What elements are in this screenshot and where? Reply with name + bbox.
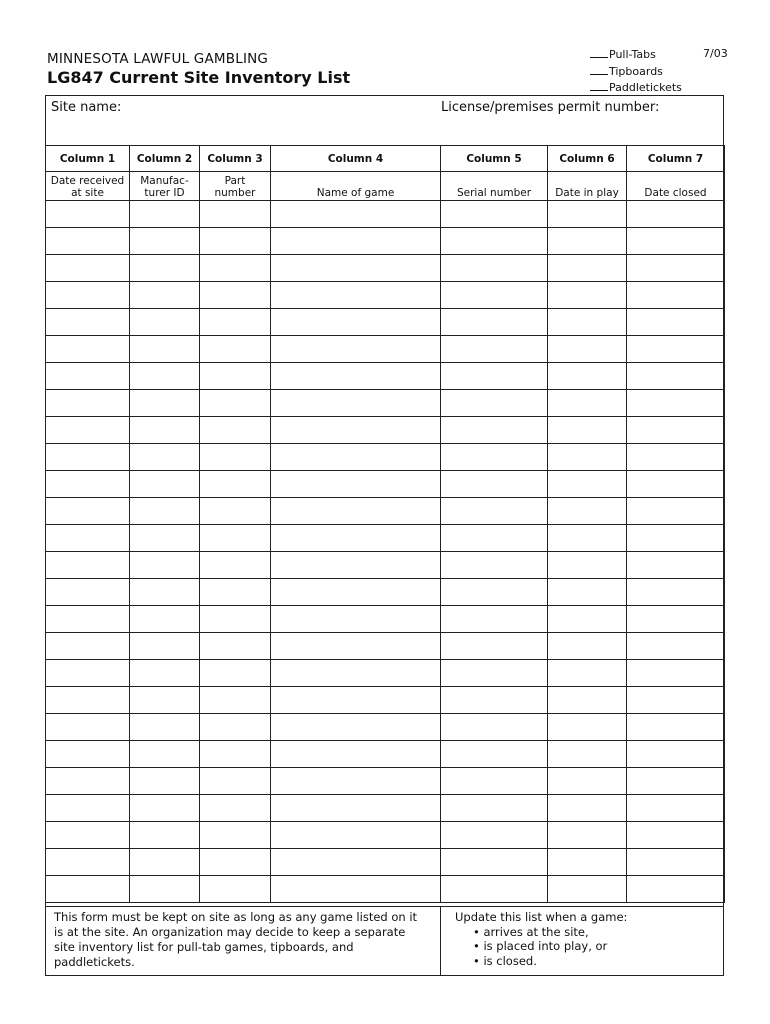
- entry-cell[interactable]: [271, 741, 441, 768]
- entry-cell[interactable]: [130, 579, 200, 606]
- table-row: [46, 552, 725, 579]
- entry-cell[interactable]: [130, 309, 200, 336]
- table-row: [46, 741, 725, 768]
- table-row: [46, 255, 725, 282]
- entry-cell[interactable]: [548, 849, 627, 876]
- entry-cell[interactable]: [271, 444, 441, 471]
- entry-cell[interactable]: [271, 255, 441, 282]
- entry-cell[interactable]: [441, 417, 548, 444]
- entry-cell[interactable]: [441, 525, 548, 552]
- entry-cell[interactable]: [271, 795, 441, 822]
- column-description: Part number: [200, 172, 271, 201]
- table-row: [46, 876, 725, 903]
- table-row: [46, 201, 725, 228]
- entry-cell[interactable]: [627, 336, 725, 363]
- note-line: site inventory list for pull-tab games, tipboards, and: [54, 940, 354, 954]
- entry-cell[interactable]: [548, 471, 627, 498]
- entry-cell[interactable]: [130, 822, 200, 849]
- entry-cell[interactable]: [441, 822, 548, 849]
- table-row: [46, 768, 725, 795]
- entry-cell[interactable]: [548, 822, 627, 849]
- entry-cell[interactable]: [441, 876, 548, 903]
- entry-cell[interactable]: [548, 255, 627, 282]
- entry-cell[interactable]: [271, 363, 441, 390]
- entry-cell[interactable]: [130, 876, 200, 903]
- entry-cell[interactable]: [441, 444, 548, 471]
- entry-cell[interactable]: [46, 849, 130, 876]
- game-type-checklist: [590, 47, 682, 97]
- entry-cell[interactable]: [441, 228, 548, 255]
- entry-cell[interactable]: [46, 336, 130, 363]
- column-description: Manufac- turer ID: [130, 172, 200, 201]
- entry-cell[interactable]: [200, 390, 271, 417]
- entry-cell[interactable]: [627, 255, 725, 282]
- entry-cell[interactable]: [46, 228, 130, 255]
- entry-cell[interactable]: [46, 687, 130, 714]
- entry-cell[interactable]: [200, 714, 271, 741]
- column-header: Column 2: [130, 146, 200, 172]
- entry-cell[interactable]: [548, 687, 627, 714]
- entry-cell[interactable]: [130, 714, 200, 741]
- entry-cell[interactable]: [271, 525, 441, 552]
- entry-cell[interactable]: [271, 633, 441, 660]
- entry-cell[interactable]: [627, 309, 725, 336]
- entry-cell[interactable]: [441, 633, 548, 660]
- entry-cell[interactable]: [130, 471, 200, 498]
- entry-cell[interactable]: [548, 417, 627, 444]
- entry-cell[interactable]: [46, 822, 130, 849]
- column-header: Column 6: [548, 146, 627, 172]
- entry-cell[interactable]: [271, 201, 441, 228]
- entry-cell[interactable]: [627, 201, 725, 228]
- entry-cell[interactable]: [200, 579, 271, 606]
- table-row: [46, 660, 725, 687]
- column-header: Column 3: [200, 146, 271, 172]
- entry-cell[interactable]: [271, 849, 441, 876]
- entry-cell[interactable]: [441, 552, 548, 579]
- entry-cell[interactable]: [271, 579, 441, 606]
- entry-cell[interactable]: [200, 849, 271, 876]
- note-line: This form must be kept on site as long as any game listed on it: [54, 910, 418, 924]
- update-item: • is closed.: [473, 953, 537, 968]
- entry-cell[interactable]: [548, 876, 627, 903]
- table-row: [46, 498, 725, 525]
- entry-cell[interactable]: [271, 282, 441, 309]
- entry-cell[interactable]: [441, 390, 548, 417]
- entry-cell[interactable]: [441, 201, 548, 228]
- entry-cell[interactable]: [46, 741, 130, 768]
- retention-note: [54, 910, 426, 970]
- column-description: Date received at site: [46, 172, 130, 201]
- entry-cell[interactable]: [46, 714, 130, 741]
- entry-cell[interactable]: [548, 444, 627, 471]
- entry-cell[interactable]: [548, 525, 627, 552]
- entry-cell[interactable]: [627, 444, 725, 471]
- table-row: [46, 363, 725, 390]
- table-row: [46, 579, 725, 606]
- column-description: Serial number: [441, 172, 548, 201]
- entry-cell[interactable]: [271, 309, 441, 336]
- column-header: Column 7: [627, 146, 725, 172]
- column-header: Column 5: [441, 146, 548, 172]
- entry-cell[interactable]: [271, 606, 441, 633]
- entry-cell[interactable]: [130, 498, 200, 525]
- entry-cell[interactable]: [200, 687, 271, 714]
- entry-cell[interactable]: [627, 849, 725, 876]
- table-row: [46, 606, 725, 633]
- entry-cell[interactable]: [441, 687, 548, 714]
- entry-cell[interactable]: [130, 741, 200, 768]
- entry-cell[interactable]: [130, 768, 200, 795]
- entry-cell[interactable]: [627, 876, 725, 903]
- entry-cell[interactable]: [627, 363, 725, 390]
- entry-cell[interactable]: [441, 471, 548, 498]
- entry-cell[interactable]: [46, 201, 130, 228]
- entry-cell[interactable]: [200, 660, 271, 687]
- entry-cell[interactable]: [548, 633, 627, 660]
- entry-cell[interactable]: [200, 498, 271, 525]
- entry-cell[interactable]: [46, 498, 130, 525]
- table-row: [46, 795, 725, 822]
- entry-cell[interactable]: [627, 390, 725, 417]
- entry-cell[interactable]: [46, 255, 130, 282]
- entry-cell[interactable]: [46, 606, 130, 633]
- entry-cell[interactable]: [271, 687, 441, 714]
- entry-cell[interactable]: [548, 228, 627, 255]
- game-type-label: Pull-Tabs: [609, 48, 656, 61]
- entry-cell[interactable]: [46, 552, 130, 579]
- entry-cell[interactable]: [130, 552, 200, 579]
- entry-cell[interactable]: [130, 390, 200, 417]
- entry-cell[interactable]: [200, 552, 271, 579]
- entry-cell[interactable]: [441, 579, 548, 606]
- entry-cell[interactable]: [548, 336, 627, 363]
- entry-cell[interactable]: [130, 687, 200, 714]
- update-instructions: [455, 910, 627, 968]
- entry-cell[interactable]: [548, 579, 627, 606]
- entry-cell[interactable]: [200, 444, 271, 471]
- entry-cell[interactable]: [46, 417, 130, 444]
- entry-cell[interactable]: [627, 579, 725, 606]
- entry-cell[interactable]: [271, 228, 441, 255]
- entry-cell[interactable]: [271, 552, 441, 579]
- entry-cell[interactable]: [548, 552, 627, 579]
- entry-cell[interactable]: [46, 444, 130, 471]
- entry-cell[interactable]: [200, 876, 271, 903]
- entry-cell[interactable]: [627, 822, 725, 849]
- entry-cell[interactable]: [200, 795, 271, 822]
- inventory-table: [45, 145, 725, 903]
- table-row: [46, 525, 725, 552]
- footer-divider: [440, 906, 441, 976]
- entry-cell[interactable]: [627, 795, 725, 822]
- entry-cell[interactable]: [130, 228, 200, 255]
- table-row: [46, 336, 725, 363]
- permit-number-field[interactable]: License/premises permit number:: [441, 100, 660, 115]
- entry-cell[interactable]: [441, 795, 548, 822]
- note-line: paddletickets.: [54, 955, 135, 969]
- game-type-pulltabs[interactable]: [590, 47, 682, 64]
- game-type-tipboards[interactable]: [590, 64, 682, 81]
- entry-cell[interactable]: [548, 498, 627, 525]
- entry-cell[interactable]: [441, 768, 548, 795]
- entry-cell[interactable]: [46, 768, 130, 795]
- checkbox-blank[interactable]: [590, 48, 608, 58]
- entry-cell[interactable]: [548, 714, 627, 741]
- update-item: • is placed into play, or: [473, 939, 608, 953]
- entry-cell[interactable]: [441, 606, 548, 633]
- entry-cell[interactable]: [548, 660, 627, 687]
- entry-cell[interactable]: [130, 363, 200, 390]
- entry-cell[interactable]: [130, 633, 200, 660]
- column-description-row: [46, 172, 725, 201]
- entry-cell[interactable]: [441, 309, 548, 336]
- entry-cell[interactable]: [46, 282, 130, 309]
- entry-cell[interactable]: [130, 606, 200, 633]
- entry-cell[interactable]: [130, 660, 200, 687]
- entry-cell[interactable]: [271, 822, 441, 849]
- entry-cell[interactable]: [548, 282, 627, 309]
- table-row: [46, 687, 725, 714]
- entry-cell[interactable]: [200, 606, 271, 633]
- entry-cell[interactable]: [627, 282, 725, 309]
- entry-cell[interactable]: [46, 525, 130, 552]
- entry-cell[interactable]: [627, 417, 725, 444]
- entry-cell[interactable]: [200, 201, 271, 228]
- site-name-field[interactable]: Site name:: [51, 100, 122, 115]
- entry-cell[interactable]: [441, 741, 548, 768]
- entry-cell[interactable]: [271, 336, 441, 363]
- checkbox-blank[interactable]: [590, 81, 608, 91]
- entry-cell[interactable]: [441, 849, 548, 876]
- entry-cell[interactable]: [627, 741, 725, 768]
- entry-cell[interactable]: [200, 228, 271, 255]
- entry-cell[interactable]: [271, 390, 441, 417]
- entry-cell[interactable]: [627, 633, 725, 660]
- entry-cell[interactable]: [627, 660, 725, 687]
- entry-cell[interactable]: [441, 282, 548, 309]
- update-item: • arrives at the site,: [473, 924, 589, 939]
- entry-cell[interactable]: [548, 795, 627, 822]
- entry-cell[interactable]: [130, 795, 200, 822]
- entry-cell[interactable]: [271, 498, 441, 525]
- entry-cell[interactable]: [271, 660, 441, 687]
- entry-cell[interactable]: [46, 660, 130, 687]
- game-type-label: Paddletickets: [609, 81, 682, 94]
- entry-cell[interactable]: [200, 525, 271, 552]
- entry-cell[interactable]: [627, 606, 725, 633]
- entry-cell[interactable]: [627, 228, 725, 255]
- entry-cell[interactable]: [627, 768, 725, 795]
- entry-cell[interactable]: [441, 336, 548, 363]
- entry-cell[interactable]: [627, 552, 725, 579]
- table-row: [46, 822, 725, 849]
- entry-cell[interactable]: [200, 633, 271, 660]
- checkbox-blank[interactable]: [590, 65, 608, 75]
- table-row: [46, 309, 725, 336]
- table-row: [46, 390, 725, 417]
- table-row: [46, 471, 725, 498]
- entry-cell[interactable]: [200, 282, 271, 309]
- entry-cell[interactable]: [200, 363, 271, 390]
- form-version: 7/03: [703, 47, 728, 60]
- entry-cell[interactable]: [200, 471, 271, 498]
- entry-cell[interactable]: [46, 795, 130, 822]
- note-line: is at the site. An organization may decide to keep a separate: [54, 925, 406, 939]
- entry-cell[interactable]: [441, 714, 548, 741]
- entry-cell[interactable]: [627, 714, 725, 741]
- entry-cell[interactable]: [548, 309, 627, 336]
- entry-cell[interactable]: [441, 255, 548, 282]
- entry-cell[interactable]: [627, 498, 725, 525]
- column-description: Date closed: [627, 172, 725, 201]
- column-header: Column 4: [271, 146, 441, 172]
- entry-cell[interactable]: [200, 768, 271, 795]
- entry-cell[interactable]: [441, 498, 548, 525]
- table-row: [46, 282, 725, 309]
- entry-cell[interactable]: [46, 633, 130, 660]
- org-name: MINNESOTA LAWFUL GAMBLING: [47, 51, 269, 67]
- entry-cell[interactable]: [200, 417, 271, 444]
- entry-cell[interactable]: [271, 417, 441, 444]
- entry-cell[interactable]: [200, 255, 271, 282]
- entry-cell[interactable]: [46, 471, 130, 498]
- entry-cell[interactable]: [130, 444, 200, 471]
- entry-cell[interactable]: [46, 579, 130, 606]
- entry-cell[interactable]: [627, 525, 725, 552]
- entry-cell[interactable]: [200, 336, 271, 363]
- column-description: Date in play: [548, 172, 627, 201]
- entry-cell[interactable]: [130, 255, 200, 282]
- column-number-row: [46, 146, 725, 172]
- entry-cell[interactable]: [46, 309, 130, 336]
- entry-cell[interactable]: [130, 417, 200, 444]
- entry-cell[interactable]: [130, 282, 200, 309]
- entry-cell[interactable]: [441, 660, 548, 687]
- table-row: [46, 417, 725, 444]
- entry-cell[interactable]: [627, 687, 725, 714]
- entry-cell[interactable]: [271, 876, 441, 903]
- form-title: LG847 Current Site Inventory List: [47, 68, 351, 87]
- entry-cell[interactable]: [548, 768, 627, 795]
- entry-cell[interactable]: [627, 471, 725, 498]
- column-header: Column 1: [46, 146, 130, 172]
- entry-cell[interactable]: [130, 201, 200, 228]
- column-description: Name of game: [271, 172, 441, 201]
- entry-cell[interactable]: [271, 768, 441, 795]
- table-row: [46, 633, 725, 660]
- entry-cell[interactable]: [130, 849, 200, 876]
- entry-cell[interactable]: [271, 471, 441, 498]
- entry-cell[interactable]: [548, 606, 627, 633]
- entry-cell[interactable]: [200, 741, 271, 768]
- entry-cell[interactable]: [548, 201, 627, 228]
- entry-cell[interactable]: [200, 309, 271, 336]
- entry-cell[interactable]: [441, 363, 548, 390]
- entry-cell[interactable]: [548, 363, 627, 390]
- table-row: [46, 228, 725, 255]
- entry-cell[interactable]: [46, 876, 130, 903]
- entry-cell[interactable]: [548, 741, 627, 768]
- table-row: [46, 714, 725, 741]
- entry-cell[interactable]: [548, 390, 627, 417]
- entry-cell[interactable]: [200, 822, 271, 849]
- game-type-label: Tipboards: [609, 64, 663, 78]
- table-row: [46, 849, 725, 876]
- entry-cell[interactable]: [46, 390, 130, 417]
- entry-cell[interactable]: [130, 525, 200, 552]
- entry-cell[interactable]: [46, 363, 130, 390]
- update-title: Update this list when a game:: [455, 910, 628, 924]
- entry-cell[interactable]: [130, 336, 200, 363]
- table-row: [46, 444, 725, 471]
- entry-cell[interactable]: [271, 714, 441, 741]
